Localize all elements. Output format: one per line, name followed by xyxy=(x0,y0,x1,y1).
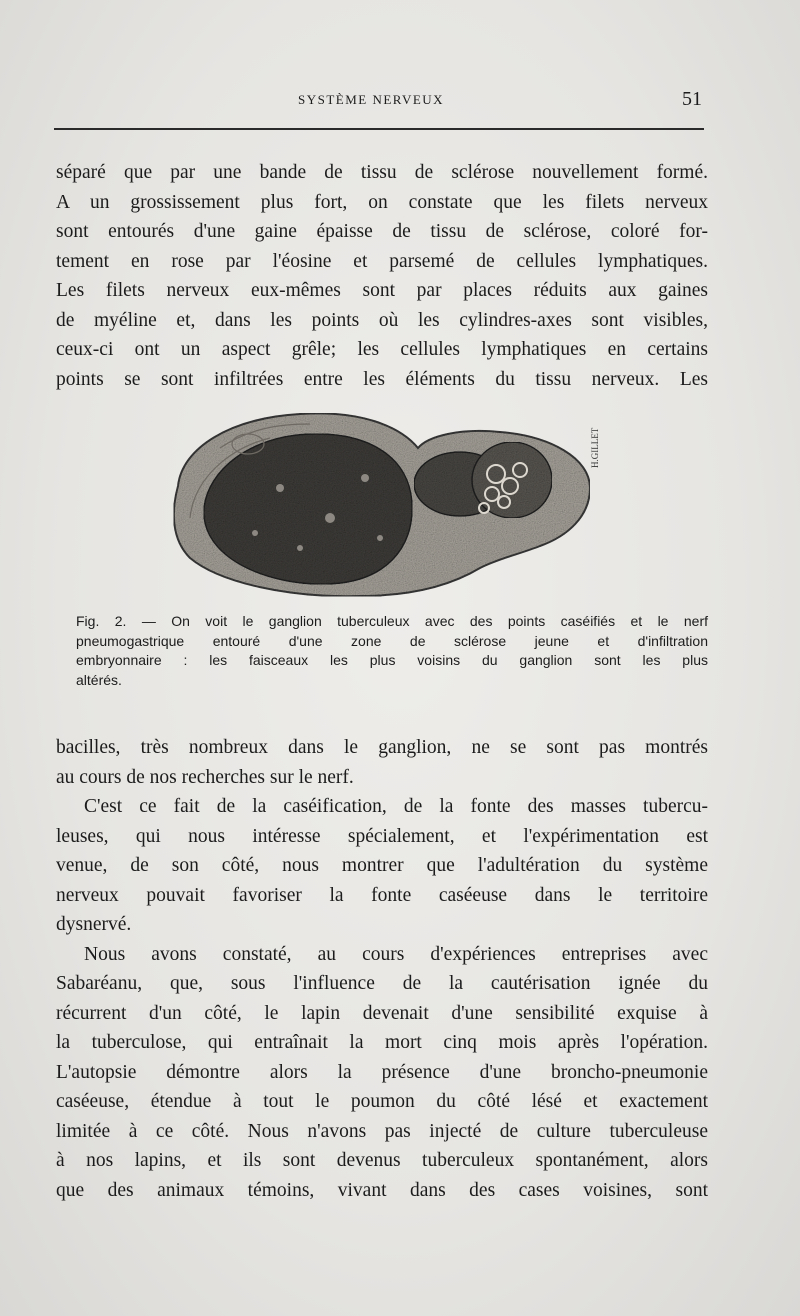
text-line: Sabaréanu, que, sous l'influence de la cautérisation ignée du xyxy=(56,973,708,994)
text-line: nerveux pouvait favoriser la fonte caséeuse dans le territoire xyxy=(56,884,708,906)
text-line: Nous avons constaté, au cours d'expériences entreprises avec xyxy=(84,943,708,965)
paragraph-bottom xyxy=(56,733,708,1205)
caption-line: altérés. xyxy=(76,671,122,688)
text-line: points se sont infiltrées entre les éléments du tissu nerveux. Les xyxy=(56,368,708,390)
histology-illustration xyxy=(160,408,612,600)
text-line: tement en rose par l'éosine et parsemé de cellules lymphatiques. xyxy=(56,250,708,272)
text-line: venue, de son côté, nous montrer que l'adultération du système xyxy=(56,855,708,876)
text-line: à nos lapins, et ils sont devenus tuberculeux spontanément, alors xyxy=(56,1150,708,1171)
text-line: C'est ce fait de la caséification, de la fonte des masses tubercu- xyxy=(84,796,708,817)
text-line: Les filets nerveux eux-mêmes sont par places réduits aux gaines xyxy=(56,280,708,301)
text-line: sont entourés d'une gaine épaisse de tissu de sclérose, coloré for- xyxy=(56,221,708,242)
text-line: L'autopsie démontre alors la présence d'une broncho-pneumonie xyxy=(56,1061,708,1083)
figure-caption xyxy=(76,612,708,690)
text-line: au cours de nos recherches sur le nerf. xyxy=(56,766,354,788)
signature-mark xyxy=(590,427,600,468)
text-line: A un grossissement plus fort, on constate que les filets nerveux xyxy=(56,191,708,213)
text-line: ceux-ci ont un aspect grêle; les cellules lymphatiques en certains xyxy=(56,339,708,360)
svg-text:H.GILLET: H.GILLET xyxy=(590,427,600,468)
header-rule xyxy=(54,128,704,130)
text-line: dysnervé. xyxy=(56,914,132,935)
text-line: que des animaux témoins, vivant dans des cases voisines, sont xyxy=(56,1179,708,1201)
text-line: de myéline et, dans les points où les cylindres-axes sont visibles, xyxy=(56,309,708,331)
caption-line: pneumogastrique entouré d'une zone de sclérose jeune et d'infiltration xyxy=(76,632,708,649)
text-line: bacilles, très nombreux dans le ganglion, ne se sont pas montrés xyxy=(56,737,708,758)
caption-line: Fig. 2. — On voit le ganglion tuberculeux avec des points caséifiés et le nerf xyxy=(76,613,708,629)
text-line: limitée à ce côté. Nous n'avons pas injecté de culture tuberculeuse xyxy=(56,1120,708,1142)
caption-line: embryonnaire : les faisceaux les plus voisins du ganglion sont les plus xyxy=(76,652,708,668)
text-line: caséeuse, étendue à tout le poumon du côté lésé et exactement xyxy=(56,1091,708,1112)
paragraph-top xyxy=(56,158,708,394)
text-line: leuses, qui nous intéresse spécialement, et l'expérimentation est xyxy=(56,825,708,847)
text-line: séparé que par une bande de tissu de sclérose nouvellement formé. xyxy=(56,162,708,183)
text-line: la tuberculose, qui entraînait la mort cinq mois après l'opération. xyxy=(56,1032,708,1053)
page-number: 51 xyxy=(682,88,702,110)
text-line: récurrent d'un côté, le lapin devenait d'une sensibilité exquise à xyxy=(56,1002,708,1024)
running-header: SYSTÈME NERVEUX xyxy=(298,92,445,107)
